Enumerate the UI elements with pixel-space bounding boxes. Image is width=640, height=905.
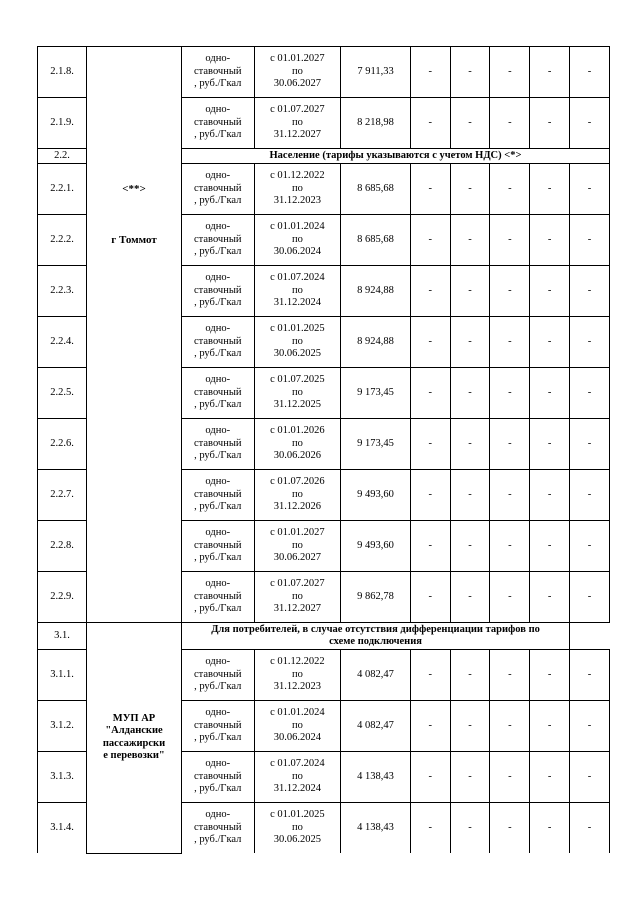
period-cell-line: 30.06.2027 — [273, 78, 322, 90]
dash-cell: - — [530, 266, 570, 317]
unit-cell — [182, 521, 255, 572]
dash-cell: - — [450, 47, 490, 98]
section-title-line: Для потребителей, в случае отсутствия дифференциации тарифов по — [211, 623, 540, 635]
period-cell-line: с 01.12.2022 — [270, 656, 325, 668]
dash-cell: - — [410, 752, 450, 803]
unit-cell-line: , руб./Гкал — [194, 78, 242, 90]
unit-cell-line: ставочный — [194, 335, 242, 347]
unit-cell-line: , руб./Гкал — [194, 501, 242, 513]
period-cell-line: с 01.07.2027 — [270, 578, 325, 590]
period-cell-line: 31.12.2026 — [273, 501, 322, 513]
unit-cell-line: , руб./Гкал — [194, 129, 242, 141]
dash-cell: - — [450, 752, 490, 803]
dash-cell: - — [450, 650, 490, 701]
row-number: 2.2.3. — [38, 266, 87, 317]
dash-cell: - — [530, 98, 570, 149]
dash-cell: - — [530, 47, 570, 98]
unit-cell-line: , руб./Гкал — [194, 603, 242, 615]
period-cell-line: с 01.01.2026 — [270, 425, 325, 437]
unit-cell-line: , руб./Гкал — [194, 348, 242, 360]
table-row — [38, 47, 610, 98]
period-cell-line: 30.06.2025 — [273, 834, 322, 846]
period-cell-line: 30.06.2024 — [273, 732, 322, 744]
period-cell-line: по — [291, 233, 303, 245]
dash-cell: - — [570, 164, 610, 215]
unit-cell — [182, 266, 255, 317]
dash-cell: - — [490, 752, 530, 803]
rate-cell: 9 173,45 — [341, 419, 410, 470]
unit-cell-line: ставочный — [194, 821, 242, 833]
section-title-line: схеме подключения — [329, 636, 422, 647]
dash-cell: - — [450, 368, 490, 419]
dash-cell: - — [570, 98, 610, 149]
dash-cell: - — [530, 572, 570, 623]
dash-cell: - — [490, 164, 530, 215]
period-cell-line: с 01.01.2025 — [270, 809, 325, 821]
dash-cell: - — [570, 368, 610, 419]
unit-cell-line: одно- — [205, 170, 231, 182]
period-cell — [254, 98, 341, 149]
unit-cell-line: одно- — [205, 527, 231, 539]
unit-cell-line: , руб./Гкал — [194, 681, 242, 693]
unit-cell — [182, 419, 255, 470]
period-cell-line: 31.12.2024 — [273, 783, 322, 795]
dash-cell: - — [530, 752, 570, 803]
dash-cell: - — [570, 701, 610, 752]
rate-cell: 8 924,88 — [341, 317, 410, 368]
period-cell — [254, 470, 341, 521]
unit-cell-line: , руб./Гкал — [194, 399, 242, 411]
unit-cell-line: одно- — [205, 809, 231, 821]
section-title — [182, 623, 570, 650]
dash-cell: - — [410, 317, 450, 368]
period-cell-line: по — [291, 668, 303, 680]
period-cell-line: по — [291, 335, 303, 347]
dash-cell: - — [570, 317, 610, 368]
period-cell — [254, 650, 341, 701]
period-cell-line: по — [291, 65, 303, 77]
unit-cell-line: одно- — [205, 578, 231, 590]
unit-cell-line: одно- — [205, 272, 231, 284]
dash-cell: - — [410, 215, 450, 266]
dash-cell: - — [410, 419, 450, 470]
unit-cell-line: одно- — [205, 374, 231, 386]
unit-cell-line: ставочный — [194, 65, 242, 77]
dash-cell: - — [530, 164, 570, 215]
rate-cell: 9 493,60 — [341, 470, 410, 521]
row-number: 2.1.8. — [38, 47, 87, 98]
dash-cell: - — [410, 47, 450, 98]
period-cell-line: 30.06.2025 — [273, 348, 322, 360]
dash-cell: - — [490, 470, 530, 521]
dash-cell: - — [450, 419, 490, 470]
period-cell-line: по — [291, 590, 303, 602]
rate-cell: 4 082,47 — [341, 650, 410, 701]
period-cell-line: с 01.07.2024 — [270, 758, 325, 770]
dash-cell: - — [410, 521, 450, 572]
organization-name-line: "Алданские — [105, 725, 163, 737]
unit-cell-line: ставочный — [194, 539, 242, 551]
dash-cell: - — [410, 803, 450, 854]
dash-cell: - — [490, 47, 530, 98]
row-number: 3.1. — [38, 623, 87, 650]
period-cell-line: 30.06.2027 — [273, 552, 322, 564]
period-cell-line: по — [291, 488, 303, 500]
period-cell-line: с 01.01.2027 — [270, 527, 325, 539]
unit-cell-line: , руб./Гкал — [194, 246, 242, 258]
dash-cell: - — [410, 650, 450, 701]
organization-name-line: пассажирски — [102, 737, 166, 749]
unit-cell-line: ставочный — [194, 437, 242, 449]
row-number: 3.1.3. — [38, 752, 87, 803]
period-cell-line: по — [291, 821, 303, 833]
period-cell-line: с 01.07.2027 — [270, 104, 325, 116]
dash-cell: - — [490, 803, 530, 854]
period-cell — [254, 572, 341, 623]
period-cell — [254, 164, 341, 215]
dash-cell: - — [450, 317, 490, 368]
unit-cell — [182, 47, 255, 98]
unit-cell-line: ставочный — [194, 770, 242, 782]
dash-cell: - — [450, 572, 490, 623]
period-cell-line: 31.12.2027 — [273, 129, 322, 141]
dash-cell: - — [450, 701, 490, 752]
period-cell-line: 31.12.2023 — [273, 195, 322, 207]
row-number: 3.1.4. — [38, 803, 87, 854]
unit-cell-line: , руб./Гкал — [194, 552, 242, 564]
unit-cell-line: одно- — [205, 221, 231, 233]
unit-cell-line: , руб./Гкал — [194, 297, 242, 309]
row-number: 2.2.8. — [38, 521, 87, 572]
period-cell — [254, 701, 341, 752]
row-number: 2.2.4. — [38, 317, 87, 368]
dash-cell: - — [450, 470, 490, 521]
period-cell-line: с 01.07.2024 — [270, 272, 325, 284]
row-number: 2.2. — [38, 149, 87, 164]
dash-cell: - — [450, 215, 490, 266]
period-cell-line: 31.12.2023 — [273, 681, 322, 693]
unit-cell — [182, 572, 255, 623]
unit-cell-line: одно- — [205, 758, 231, 770]
rate-cell: 9 493,60 — [341, 521, 410, 572]
period-cell — [254, 419, 341, 470]
dash-cell: - — [530, 803, 570, 854]
section-title: Население (тарифы указываются с учетом НДС) <*> — [182, 149, 610, 164]
unit-cell-line: одно- — [205, 323, 231, 335]
period-cell-line: по — [291, 539, 303, 551]
dash-cell: - — [490, 98, 530, 149]
unit-cell — [182, 752, 255, 803]
dash-cell: - — [530, 470, 570, 521]
period-cell-line: с 01.01.2024 — [270, 707, 325, 719]
rate-cell: 9 173,45 — [341, 368, 410, 419]
dash-cell: - — [570, 419, 610, 470]
period-cell-line: по — [291, 719, 303, 731]
row-number: 3.1.1. — [38, 650, 87, 701]
row-number: 2.2.9. — [38, 572, 87, 623]
dash-cell: - — [570, 521, 610, 572]
rate-cell: 4 138,43 — [341, 803, 410, 854]
unit-cell-line: ставочный — [194, 386, 242, 398]
unit-cell — [182, 470, 255, 521]
unit-cell — [182, 803, 255, 854]
unit-cell — [182, 317, 255, 368]
unit-cell — [182, 98, 255, 149]
period-cell-line: с 01.01.2025 — [270, 323, 325, 335]
unit-cell-line: ставочный — [194, 668, 242, 680]
dash-cell: - — [490, 650, 530, 701]
period-cell-line: с 01.07.2025 — [270, 374, 325, 386]
period-cell-line: 30.06.2024 — [273, 246, 322, 258]
unit-cell-line: одно- — [205, 476, 231, 488]
period-cell-line: по — [291, 284, 303, 296]
period-cell — [254, 368, 341, 419]
unit-cell-line: одно- — [205, 53, 231, 65]
unit-cell-line: ставочный — [194, 182, 242, 194]
unit-cell — [182, 650, 255, 701]
unit-cell-line: , руб./Гкал — [194, 783, 242, 795]
unit-cell-line: ставочный — [194, 284, 242, 296]
dash-cell: - — [530, 701, 570, 752]
dash-cell: - — [490, 317, 530, 368]
period-cell-line: по — [291, 437, 303, 449]
dash-cell: - — [530, 650, 570, 701]
dash-cell: - — [410, 266, 450, 317]
row-number: 2.1.9. — [38, 98, 87, 149]
dash-cell: - — [570, 470, 610, 521]
org-cell-2-1 — [87, 47, 182, 623]
unit-cell-line: ставочный — [194, 488, 242, 500]
dash-cell: - — [570, 752, 610, 803]
dash-cell: - — [450, 803, 490, 854]
rate-cell: 8 685,68 — [341, 164, 410, 215]
row-number: 2.2.2. — [38, 215, 87, 266]
unit-cell — [182, 701, 255, 752]
rate-cell: 7 911,33 — [341, 47, 410, 98]
dash-cell: - — [530, 317, 570, 368]
org-label-city: г Томмот — [111, 234, 157, 246]
row-number: 2.2.5. — [38, 368, 87, 419]
row-number: 2.2.6. — [38, 419, 87, 470]
dash-cell: - — [410, 572, 450, 623]
organization-name-line: МУП АР — [112, 712, 156, 724]
dash-cell: - — [570, 572, 610, 623]
dash-cell: - — [490, 572, 530, 623]
period-cell-line: 30.06.2026 — [273, 450, 322, 462]
rate-cell: 8 218,98 — [341, 98, 410, 149]
period-cell-line: с 01.12.2022 — [270, 170, 325, 182]
dash-cell: - — [410, 368, 450, 419]
period-cell-line: по — [291, 182, 303, 194]
dash-cell: - — [570, 650, 610, 701]
period-cell — [254, 317, 341, 368]
unit-cell — [182, 164, 255, 215]
period-cell — [254, 521, 341, 572]
dash-cell: - — [450, 266, 490, 317]
period-cell-line: 31.12.2027 — [273, 603, 322, 615]
dash-cell: - — [410, 701, 450, 752]
section-row — [38, 623, 610, 650]
period-cell — [254, 215, 341, 266]
dash-cell: - — [450, 521, 490, 572]
period-cell — [254, 47, 341, 98]
rate-cell: 4 138,43 — [341, 752, 410, 803]
unit-cell-line: одно- — [205, 656, 231, 668]
unit-cell-line: одно- — [205, 425, 231, 437]
rate-cell: 8 685,68 — [341, 215, 410, 266]
unit-cell-line: , руб./Гкал — [194, 195, 242, 207]
dash-cell: - — [410, 164, 450, 215]
row-number: 2.2.1. — [38, 164, 87, 215]
dash-cell: - — [570, 803, 610, 854]
period-cell-line: по — [291, 386, 303, 398]
period-cell-line: с 01.07.2026 — [270, 476, 325, 488]
unit-cell — [182, 368, 255, 419]
dash-cell: - — [490, 521, 530, 572]
dash-cell: - — [530, 419, 570, 470]
unit-cell-line: одно- — [205, 104, 231, 116]
unit-cell-line: , руб./Гкал — [194, 834, 242, 846]
dash-cell: - — [490, 701, 530, 752]
period-cell — [254, 752, 341, 803]
dash-cell: - — [490, 368, 530, 419]
period-cell-line: с 01.01.2027 — [270, 53, 325, 65]
dash-cell: - — [450, 164, 490, 215]
dash-cell: - — [410, 470, 450, 521]
dash-cell: - — [570, 47, 610, 98]
dash-cell: - — [490, 215, 530, 266]
unit-cell-line: ставочный — [194, 233, 242, 245]
dash-cell: - — [570, 266, 610, 317]
period-cell-line: по — [291, 770, 303, 782]
unit-cell — [182, 215, 255, 266]
row-number: 3.1.2. — [38, 701, 87, 752]
unit-cell-line: ставочный — [194, 590, 242, 602]
unit-cell-line: ставочный — [194, 719, 242, 731]
unit-cell-line: , руб./Гкал — [194, 450, 242, 462]
dash-cell: - — [490, 266, 530, 317]
dash-cell: - — [530, 521, 570, 572]
rate-cell: 8 924,88 — [341, 266, 410, 317]
period-cell — [254, 266, 341, 317]
rate-cell: 9 862,78 — [341, 572, 410, 623]
period-cell-line: 31.12.2024 — [273, 297, 322, 309]
unit-cell-line: одно- — [205, 707, 231, 719]
dash-cell: - — [410, 98, 450, 149]
period-cell — [254, 803, 341, 854]
unit-cell-line: ставочный — [194, 116, 242, 128]
organization-name-line: е перевозки" — [103, 750, 165, 762]
row-number: 2.2.7. — [38, 470, 87, 521]
rate-cell: 4 082,47 — [341, 701, 410, 752]
org-label-note: <**> — [122, 183, 146, 195]
period-cell-line: по — [291, 116, 303, 128]
unit-cell-line: , руб./Гкал — [194, 732, 242, 744]
period-cell-line: 31.12.2025 — [273, 399, 322, 411]
dash-cell: - — [530, 215, 570, 266]
period-cell-line: с 01.01.2024 — [270, 221, 325, 233]
dash-cell: - — [450, 98, 490, 149]
dash-cell: - — [530, 368, 570, 419]
dash-cell: - — [490, 419, 530, 470]
organization-name — [87, 623, 182, 854]
dash-cell: - — [570, 215, 610, 266]
